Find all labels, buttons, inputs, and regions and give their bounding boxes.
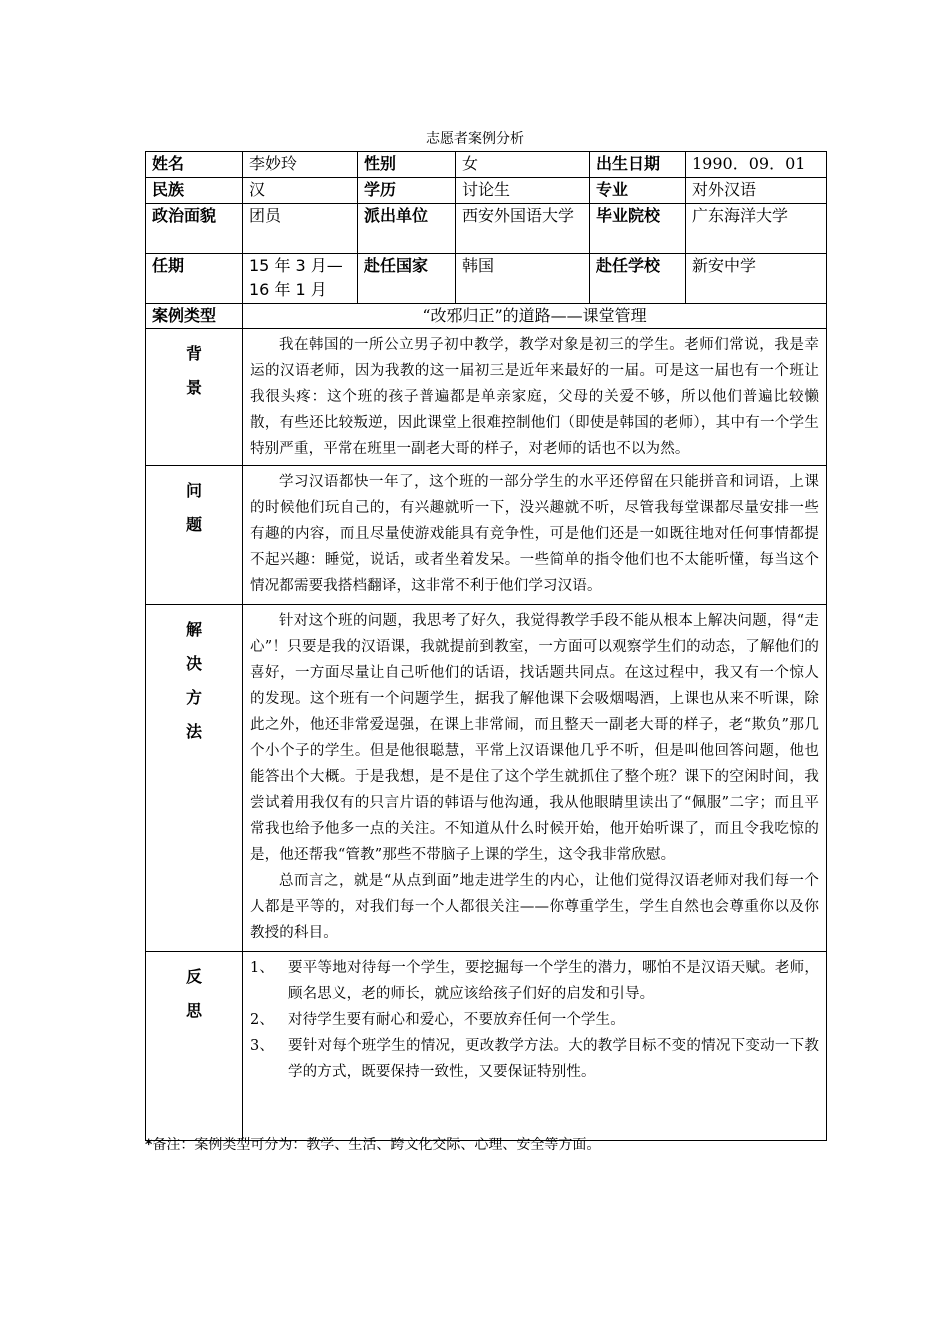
- host-school-value: 新安中学: [686, 254, 827, 304]
- reflection-heading: [146, 952, 243, 1141]
- info-row-1: [146, 152, 827, 178]
- solution-heading-char: 法: [185, 722, 202, 741]
- host-country-value: 韩国: [456, 254, 590, 304]
- document-title: 志愿者案例分析: [426, 131, 524, 147]
- problem-heading-char: 题: [185, 515, 202, 534]
- birthdate-label: 出生日期: [590, 152, 686, 178]
- reflection-list: [250, 955, 819, 1085]
- problem-heading: [146, 466, 243, 605]
- reflection-heading-char: 思: [185, 1001, 202, 1020]
- info-row-4: [146, 254, 827, 304]
- info-row-3: [146, 204, 827, 254]
- education-value: 讨论生: [456, 178, 590, 204]
- case-form-table: [145, 151, 827, 1141]
- reflection-section: [146, 952, 827, 1141]
- solution-heading-char: 决: [185, 654, 202, 673]
- case-type-label: 案例类型: [146, 304, 243, 329]
- solution-text: [243, 605, 827, 952]
- major-label: 专业: [590, 178, 686, 204]
- graduate-school-value: 广东海洋大学: [686, 204, 827, 254]
- term-value: 15 年 3 月—16 年 1 月: [243, 254, 358, 304]
- gender-label: 性别: [358, 152, 456, 178]
- background-heading-char: 景: [185, 378, 202, 397]
- name-value: 李妙玲: [243, 152, 358, 178]
- case-type-row: [146, 304, 827, 329]
- reflection-item: [250, 1007, 819, 1033]
- background-paragraph: 我在韩国的一所公立男子初中教学，教学对象是初三的学生。老师们常说，我是幸运的汉语老师，因为我教的这一届初三是近年来最好的一届。可是这一届也有一个班让我很头疼：这个班的孩子普遍都是单亲家庭，父母的关爱不够，所以他们普遍比较懒散，有些还比较叛逆，因此课堂上很难控制他们（即使是韩国的老师），其中有一个学生特别严重，平常在班里一副老大哥的样子，对老师的话也不以为然。: [250, 337, 819, 457]
- solution-section: [146, 605, 827, 952]
- host-country-label: 赴任国家: [358, 254, 456, 304]
- solution-paragraph: 针对这个班的问题，我思考了好久，我觉得教学手段不能从根本上解决问题，得“走心”！只要是我的汉语课，我就提前到教室，一方面可以观察学生们的动态，了解他们的喜好，一方面尽量让自己听他们的话语，找话题共同点。在这过程中，我又有一个惊人的发现。这个班有一个问题学生，据我了解他课下会吸烟喝酒，上课也从来不听课，除此之外，他还非常爱逞强，在课上非常闹，而且整天一副老大哥的样子，老“欺负”那几个小个子的学生。但是他很聪慧，平常上汉语课他几乎不听，但是叫他回答问题，他也能答出个大概。于是我想，是不是住了这个学生就抓住了整个班？课下的空闲时间，我尝试着用我仅有的只言片语的韩语与他沟通，我从他眼睛里读出了“佩服”二字；而且平常我也给予他多一点的关注。不知道从什么时候开始，他开始听课了，而且令我吃惊的是，他还帮我“管教”那些不带脑子上课的学生，这令我非常欣慰。: [250, 613, 819, 863]
- reflection-item: [250, 955, 819, 1007]
- solution-heading-char: 解: [185, 620, 202, 639]
- solution-heading-char: 方: [185, 688, 202, 707]
- case-type-value: “改邪归正”的道路——课堂管理: [243, 304, 827, 329]
- political-status-value: 团员: [243, 204, 358, 254]
- name-label: 姓名: [146, 152, 243, 178]
- reflection-item-number: 1、: [250, 960, 275, 976]
- background-text: [243, 329, 827, 466]
- ethnicity-value: 汉: [243, 178, 358, 204]
- major-value: 对外汉语: [686, 178, 827, 204]
- reflection-item-number: 2、: [250, 1012, 275, 1028]
- education-label: 学历: [358, 178, 456, 204]
- problem-text: [243, 466, 827, 605]
- reflection-item-text: 要平等地对待每一个学生，要挖掘每一个学生的潜力，哪怕不是汉语天赋。老师，顾名思义，老的师长，就应该给孩子们好的启发和引导。: [288, 960, 819, 1002]
- info-row-2: [146, 178, 827, 204]
- footnote-text: 备注：案例类型可分为：教学、生活、跨文化交际、心理、安全等方面。: [152, 1137, 601, 1153]
- background-heading: [146, 329, 243, 466]
- term-label: 任期: [146, 254, 243, 304]
- birthdate-value: 1990．09．01: [686, 152, 827, 178]
- solution-paragraph: 总而言之，就是“从点到面”地走进学生的内心，让他们觉得汉语老师对我们每一个人都是平等的，对我们每一个人都很关注——你尊重学生，学生自然也会尊重你以及你教授的科目。: [250, 873, 819, 941]
- reflection-item: [250, 1033, 819, 1085]
- footnote: [145, 1135, 600, 1155]
- problem-heading-char: 问: [185, 481, 202, 500]
- background-heading-char: 背: [185, 344, 202, 363]
- political-status-label: 政治面貌: [146, 204, 243, 254]
- dispatch-unit-value: 西安外国语大学: [456, 204, 590, 254]
- background-section: [146, 329, 827, 466]
- graduate-school-label: 毕业院校: [590, 204, 686, 254]
- gender-value: 女: [456, 152, 590, 178]
- reflection-item-text: 要针对每个班学生的情况，更改教学方法。大的教学目标不变的情况下变动一下教学的方式，既要保持一致性，又要保证特别性。: [288, 1038, 819, 1080]
- reflection-item-text: 对待学生要有耐心和爱心，不要放弃任何一个学生。: [288, 1012, 625, 1028]
- solution-heading: [146, 605, 243, 952]
- footnote-asterisk: *: [145, 1137, 153, 1153]
- problem-paragraph: 学习汉语都快一年了，这个班的一部分学生的水平还停留在只能拼音和词语，上课的时候他们玩自己的，有兴趣就听一下，没兴趣就不听，尽管我每堂课都尽量安排一些有趣的内容，而且尽量使游戏能具有竞争性，可是他们还是一如既往地对任何事情都提不起兴趣：睡觉，说话，或者坐着发呆。一些简单的指令他们也不太能听懂，每当这个情况都需要我搭档翻译，这非常不利于他们学习汉语。: [250, 474, 819, 594]
- ethnicity-label: 民族: [146, 178, 243, 204]
- problem-section: [146, 466, 827, 605]
- reflection-heading-char: 反: [185, 967, 202, 986]
- reflection-item-number: 3、: [250, 1038, 275, 1054]
- dispatch-unit-label: 派出单位: [358, 204, 456, 254]
- host-school-label: 赴任学校: [590, 254, 686, 304]
- reflection-text: [243, 952, 827, 1141]
